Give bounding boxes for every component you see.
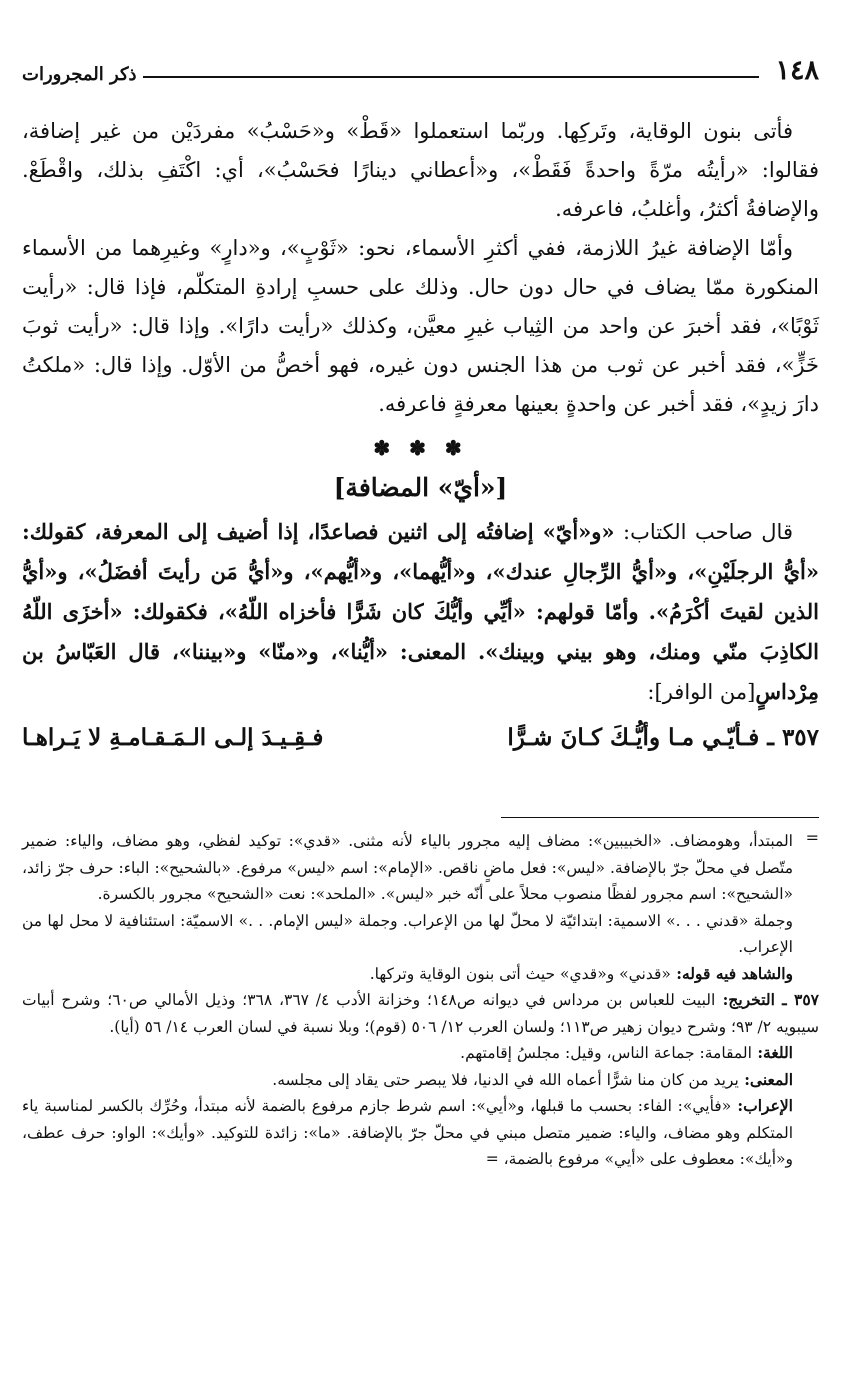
footnote-label: التخريج:: [715, 990, 775, 1009]
section-title: [«أيّ» المضافة]: [333, 473, 508, 502]
footnote-357: ٣٥٧ ـ التخريج: البيت للعباس بن مرداس في ديوانه ص١٤٨؛ وخزانة الأدب ٤/ ٣٦٧، ٣٦٨؛ وذيل الأمالي ص٦٠؛ وشرح أبيات سيبويه ٢/ ٩٣؛ وشرح ديوان زهير ص١١٣؛ ولسان العرب ١٢/ ٥٠٦ (قوم)؛ وبلا نسبة في لسان العرب ١٤/ ٥٦ (أيا).: [22, 990, 819, 1036]
verse-hemistich-1: فـأيّـي مـا وأيُّـكَ كـانَ شـرًّا: [507, 724, 760, 751]
footnote-number: ٣٥٧ ـ: [774, 990, 819, 1009]
verse-number: ٣٥٧ ـ: [767, 724, 819, 751]
footnote-label: الإعراب:: [731, 1096, 793, 1115]
footnote-rule: [501, 817, 819, 818]
verse-357: [22, 716, 819, 760]
quote-intro: قال صاحب الكتاب:: [614, 520, 793, 544]
footnote-label: والشاهد فيه قوله:: [670, 963, 793, 983]
paragraph-1: فأتى بنون الوقاية، وتَركِها. وربّما استعملوا «قَطْ» و«حَسْبُ» مفردَيْن من غير إضافة، فقالوا: «رأيتُه مرّةً واحدةً فَقَطْ»، و«أعطاني دينارًا فحَسْبُ»، أي: اكْتَفِ بذلك، واقْطَعْ. والإضافةُ أكثرُ، وأغلبُ، فاعرفه.: [22, 119, 819, 221]
running-title: ذكر المجرورات: [22, 64, 137, 85]
meter-label: [من الوافر]:: [647, 680, 756, 704]
footnotes: [22, 828, 819, 1173]
running-header: [22, 50, 819, 84]
paragraph-2: وأمّا الإضافة غيرُ اللازمة، ففي أكثرِ الأسماء، نحو: «ثَوْبٍ»، و«دارٍ» وغيرِهما من الأسماء المنكورة ممّا يضاف في حال دون حال. وذلك على حسبِ إرادةِ المتكلّم، فإذا قال: «رأيت ثَوْبًا»، فقد أخبرَ عن واحد من الثِياب غيرِ معيَّن، وكذلك «رأيت دارًا». وإذا قال: «رأيت ثوبَ خَزٍّ»، فقد أخبر عن ثوب من هذا الجنس دون غيره، فهو أخصُّ من الأوّل. وإذا قال: «ملكتُ دارَ زيدٍ»، فقد أخبر عن واحدةٍ بعينها معرفةٍ فاعرفه.: [22, 236, 819, 416]
footnote-label: اللغة:: [751, 1043, 793, 1062]
paragraph-3: [22, 512, 819, 712]
main-text: [22, 112, 819, 760]
footnote-irab: الإعراب: «فأيي»: الفاء: بحسب ما قبلها، و«أيي»: اسم شرط جازم مرفوع بالضمة لأنه مبتدأ، وحُرِّك بالكسر لمناسبة ياء المتكلم وهو مضاف، والياء: ضمير متصل مبني في محلّ جرّ بالإضافة. «ما»: زائدة للتوكيد. «وأيك»: الواو: حرف عطف، و«أيك»: معطوف على «أيي» مرفوع بالضمة، =: [22, 1096, 793, 1168]
footnote-1: المبتدأ، وهومضاف. «الخبيبين»: مضاف إليه مجرور بالياء لأنه مثنى. «قدي»: توكيد لفظي، وهو مضاف، والياء: ضمير متّصل في محلّ جرّ بالإضافة. «ليس»: فعل ماضٍ ناقص. «الإمام»: اسم «ليس» مرفوع. «بالشحيح»: الباء: حرف جرّ زائد، «الشحيح»: اسم مجرور لفظًا منصوب محلاً على أنّه خبر «ليس». «الملحد»: نعت «الشحيح» مجرور بالكسرة.: [22, 832, 793, 903]
footnote-continued: [22, 828, 819, 987]
quoted-text: «و«أيّ» إضافتُه إلى اثنين فصاعدًا، إذا أضيف إلى المعرفة، كقولك: «أيُّ الرجلَيْنِ»، و«أيُّ الرِّجالِ عندك»، و«أيُّهما»، و«أيُّهم»، و«أيُّ مَن رأيتَ أفضَلُ»، و«أيُّ الذين لقيتَ أكْرَمُ». وأمّا قولهم: «أيِّي وأيُّكَ كان شَرًّا فأخزاه اللّهُ»، فكقولك: «أخزَى اللّهُ الكاذِبَ منّي ومنك، وهو بيني وبينك». المعنى: «أيُّنا»، و«منّا» و«بيننا»، قال العَبّاسُ بن مِرْداسٍ: [22, 519, 819, 704]
footnote-3: والشاهد فيه قوله: «قدني» و«قدي» حيث أتى بنون الوقاية وتركها.: [369, 963, 793, 983]
footnote-357-details: [22, 1040, 819, 1173]
page-number: ١٤٨: [775, 55, 819, 86]
verse-hemistich-2: فـقِـيـدَ إلـى الـمَـقـامـةِ لا يَـراهـا: [22, 724, 324, 751]
footnote-mana: المعنى: يريد من كان منا شرًّا أعماه الله في الدنيا، فلا يبصر حتى يقاد إلى مجلسه.: [272, 1069, 793, 1089]
footnote-2: وجملة «قدني . . .» الاسمية: ابتدائيّة لا محلّ لها من الإعراب. وجملة «ليس الإمام. . .» الاسميّة: استئنافية لا محل لها من الإعراب.: [22, 911, 793, 956]
continuation-mark: =: [805, 828, 819, 847]
section-separator: ✽ ✽ ✽: [373, 436, 468, 460]
footnote-label: المعنى:: [738, 1069, 793, 1089]
header-rule: [143, 76, 760, 78]
footnote-lugha: اللغة: المقامة: جماعة الناس، وقيل: مجلسُ إقامتهم.: [460, 1043, 793, 1062]
